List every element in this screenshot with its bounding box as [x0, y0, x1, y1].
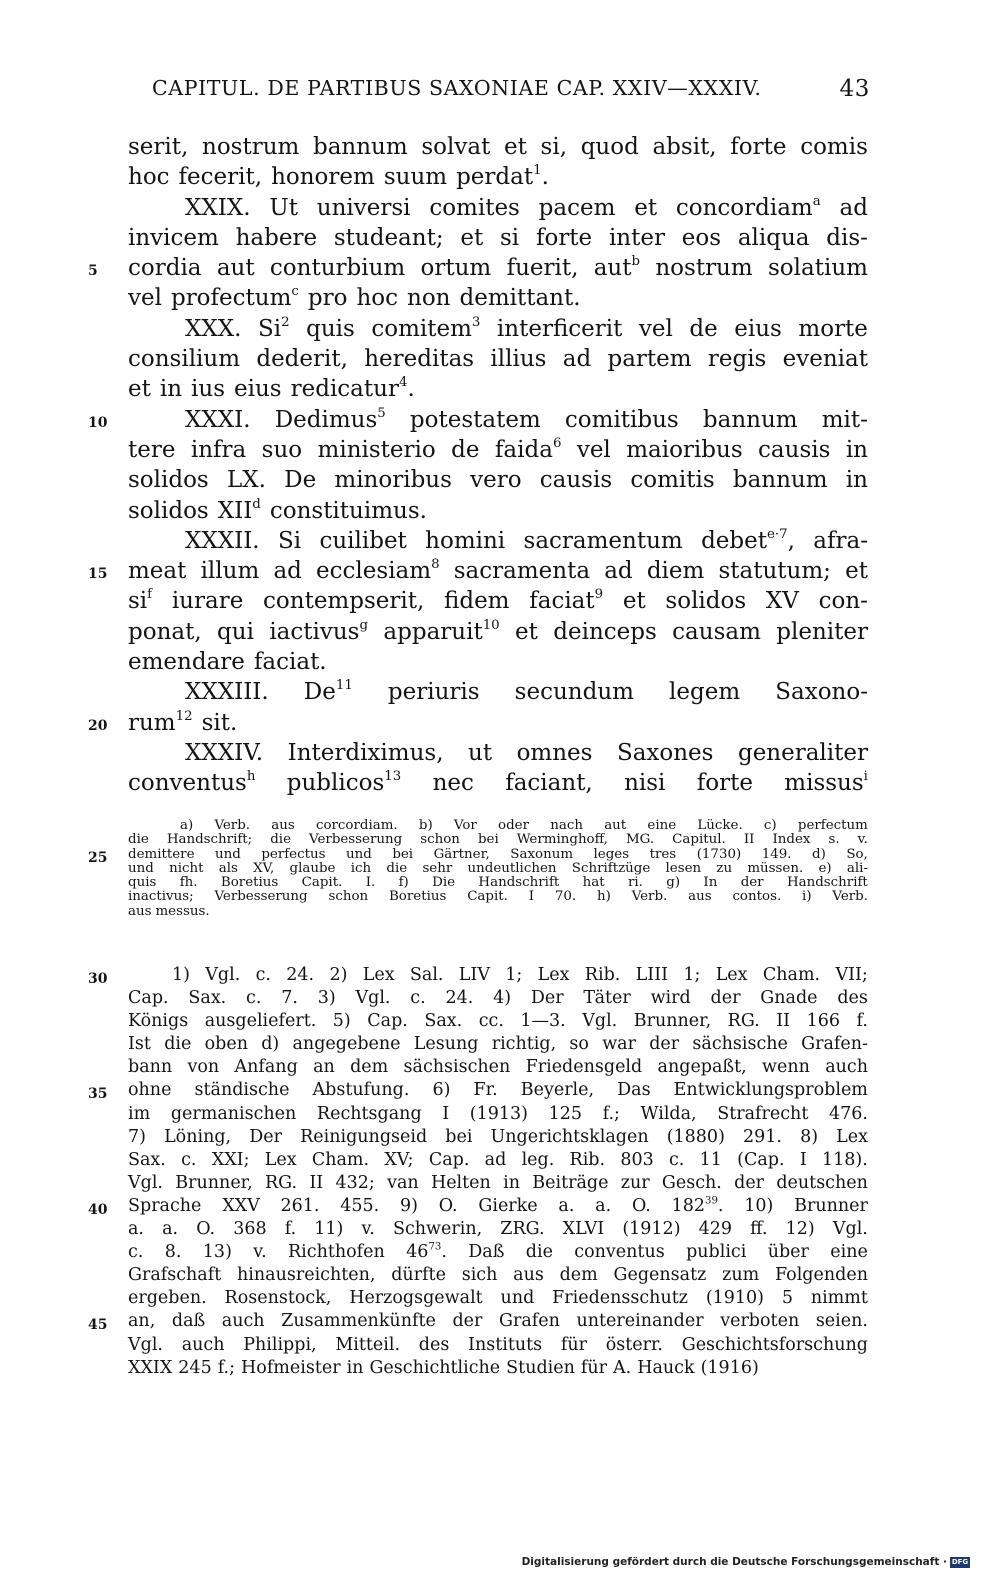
notes-line: 7) Löning, Der Reinigungseid bei Ungerichtsklagen (1880) 291. 8) Lex: [128, 1126, 868, 1147]
body-lines-line: serit, nostrum bannum solvat et si, quod absit, forte comis: [128, 134, 868, 160]
notes-line: ohne ständische Abstufung. 6) Fr. Beyerle, Das Entwicklungsproblem: [128, 1080, 868, 1101]
notes-line: bann von Anfang an dem sächsischen Friedensgeld angepaßt, wenn auch: [128, 1057, 868, 1078]
line-number: 20: [88, 717, 108, 734]
body-lines-line: vel profectum$^c$ pro hoc non demittant.: [128, 284, 581, 312]
commentary-notes: [128, 964, 868, 1380]
line-number: 5: [88, 263, 98, 280]
notes-line: Vgl. Brunner, RG. II 432; van Helten in Beiträge zur Gesch. der deutschen: [128, 1172, 868, 1193]
notes-line: Königs ausgeliefert. 5) Cap. Sax. cc. 1—3. Vgl. Brunner, RG. II 166 f.: [128, 1011, 868, 1032]
textual-notes-line: aus messus.: [128, 903, 210, 919]
notes-line: a. a. O. 368 f. 11) v. Schwerin, ZRG. XLVI (1912) 429 ff. 12) Vgl.: [128, 1219, 868, 1240]
running-header: [152, 76, 870, 102]
textual-notes-line: quis fh. Boretius Capit. I. f) Die Handschrift hat ri. g) In der Handschrift: [128, 875, 868, 891]
notes-line: c. 8. 13) v. Richthofen $46^{73}$. Daß die conventus publici über eine: [128, 1241, 868, 1263]
body-lines-line: ponat, qui iactivus$^g$ apparuit$^{10}$ et deinceps causam pleniter: [128, 617, 868, 645]
textual-notes-line: a) Verb. aus corcordiam. b) Vor oder nach aut eine Lücke. c) perfectum: [180, 818, 868, 833]
body-lines-line: XXXIII. De$^{11}$ periuris secundum legem Saxono-: [185, 678, 868, 706]
dfg-logo-icon: DFG: [951, 1557, 969, 1566]
line-number: 30: [88, 970, 108, 987]
page-number: 43: [839, 76, 870, 102]
running-title: CAPITUL. DE PARTIBUS SAXONIAE CAP. XXIV—XXXIV.: [152, 76, 762, 100]
notes-line: 1) Vgl. c. 24. 2) Lex Sal. LIV 1; Lex Rib. LIII 1; Lex Cham. VII;: [172, 965, 868, 985]
body-lines-line: meat illum ad ecclesiam$^8$ sacramenta ad diem statutum; et: [128, 557, 868, 585]
textual-apparatus: [128, 819, 868, 919]
notes-line: ergeben. Rosenstock, Herzogsgewalt und Friedensschutz (1910) 5 nimmt: [128, 1288, 868, 1309]
notes-line: Vgl. auch Philippi, Mitteil. des Instituts für österr. Geschichtsforschung: [128, 1334, 868, 1355]
line-number: 40: [88, 1201, 108, 1218]
notes-line: im germanischen Rechtsgang I (1913) 125 f.; Wilda, Strafrecht 476.: [128, 1103, 868, 1124]
body-lines-line: XXXI. Dedimus$^5$ potestatem comitibus bannum mit-: [185, 405, 868, 433]
body-lines-line: et in ius eius redicatur$^4$.: [128, 375, 415, 403]
body-lines-line: tere infra suo ministerio de faida$^6$ vel maioribus causis in: [128, 435, 868, 463]
line-number: 10: [88, 414, 108, 431]
main-text: [128, 132, 868, 799]
body-lines-line: XXIX. Ut universi comites pacem et concordiam$^a$ ad: [185, 193, 868, 221]
digitization-credit: [522, 1556, 970, 1568]
body-lines-line: XXX. Si$^2$ quis comitem$^3$ interficerit vel de eius morte: [185, 314, 868, 342]
credit-text: Digitalisierung gefördert durch die Deutsche Forschungsgemeinschaft ·: [521, 1556, 947, 1568]
textual-notes-line: demittere und perfectus und bei Gärtner, Saxonum leges tres (1730) 149. d) So,: [128, 846, 868, 862]
body-lines-line: $si^f$ iurare contempserit, fidem faciat$^9$ et solidos XV con-: [128, 587, 868, 615]
line-number: 35: [88, 1086, 108, 1103]
body-lines-line: invicem habere studeant; et si forte inter eos aliqua dis-: [128, 224, 868, 251]
body-lines-line: solidos XII$^d$ constituimus.: [128, 496, 427, 524]
body-lines-line: consilium dederit, hereditas illius ad partem regis eveniat: [128, 346, 868, 373]
body-lines-line: hoc fecerit, honorem suum perdat$^1$.: [128, 163, 549, 191]
textual-notes-line: die Handschrift; die Verbesserung schon bei Werminghoff, MG. Capitul. II Index s. v.: [128, 832, 868, 848]
body-lines-line: rum$^{12}$ sit.: [128, 708, 238, 736]
body-lines-line: emendare faciat.: [128, 649, 327, 676]
notes-line: Ist die oben d) angegebene Lesung richtig, so war der sächsische Grafen-: [128, 1034, 868, 1055]
line-number: 15: [88, 566, 108, 583]
line-number: 45: [88, 1317, 108, 1334]
notes-line: Sax. c. XXI; Lex Cham. XV; Cap. ad leg. Rib. 803 c. 11 (Cap. I 118).: [128, 1149, 868, 1170]
line-number: 25: [88, 849, 108, 866]
body-lines-line: cordia aut conturbium ortum fuerit, aut$^b$ nostrum solatium: [128, 254, 868, 282]
textual-notes-line: inactivus; Verbesserung schon Boretius Capit. I 70. h) Verb. aus contos. i) Verb.: [128, 889, 868, 905]
body-lines-line: solidos LX. De minoribus vero causis comitis bannum in: [128, 467, 868, 494]
notes-line: Grafschaft hinausreichten, dürfte sich aus dem Gegensatz zum Folgenden: [128, 1265, 868, 1286]
body-lines-line: XXXII. Si cuilibet homini sacramentum debet$^{e\cdot 7}$, afra-: [185, 526, 868, 554]
notes-line: Cap. Sax. c. 7. 3) Vgl. c. 24. 4) Der Täter wird der Gnade des: [128, 988, 868, 1009]
notes-line: XXIX 245 f.; Hofmeister in Geschichtliche Studien für A. Hauck (1916): [128, 1357, 759, 1378]
notes-line: Sprache XXV 261. 455. 9) O. Gierke a. a. O. $182^{39}$. 10) Brunner: [128, 1195, 868, 1216]
textual-notes-line: und nicht als XV, glaube ich die sehr undeutlichen Schriftzüge lesen zu müssen. e) ali-: [128, 860, 868, 876]
body-lines-line: XXXIV. Interdiximus, ut omnes Saxones generaliter: [185, 739, 868, 766]
body-lines-line: conventus$^h$ publicos$^{13}$ nec faciant, nisi forte missus$^i$: [128, 769, 868, 797]
notes-line: an, daß auch Zusammenkünfte der Grafen untereinander verboten seien.: [128, 1311, 868, 1332]
